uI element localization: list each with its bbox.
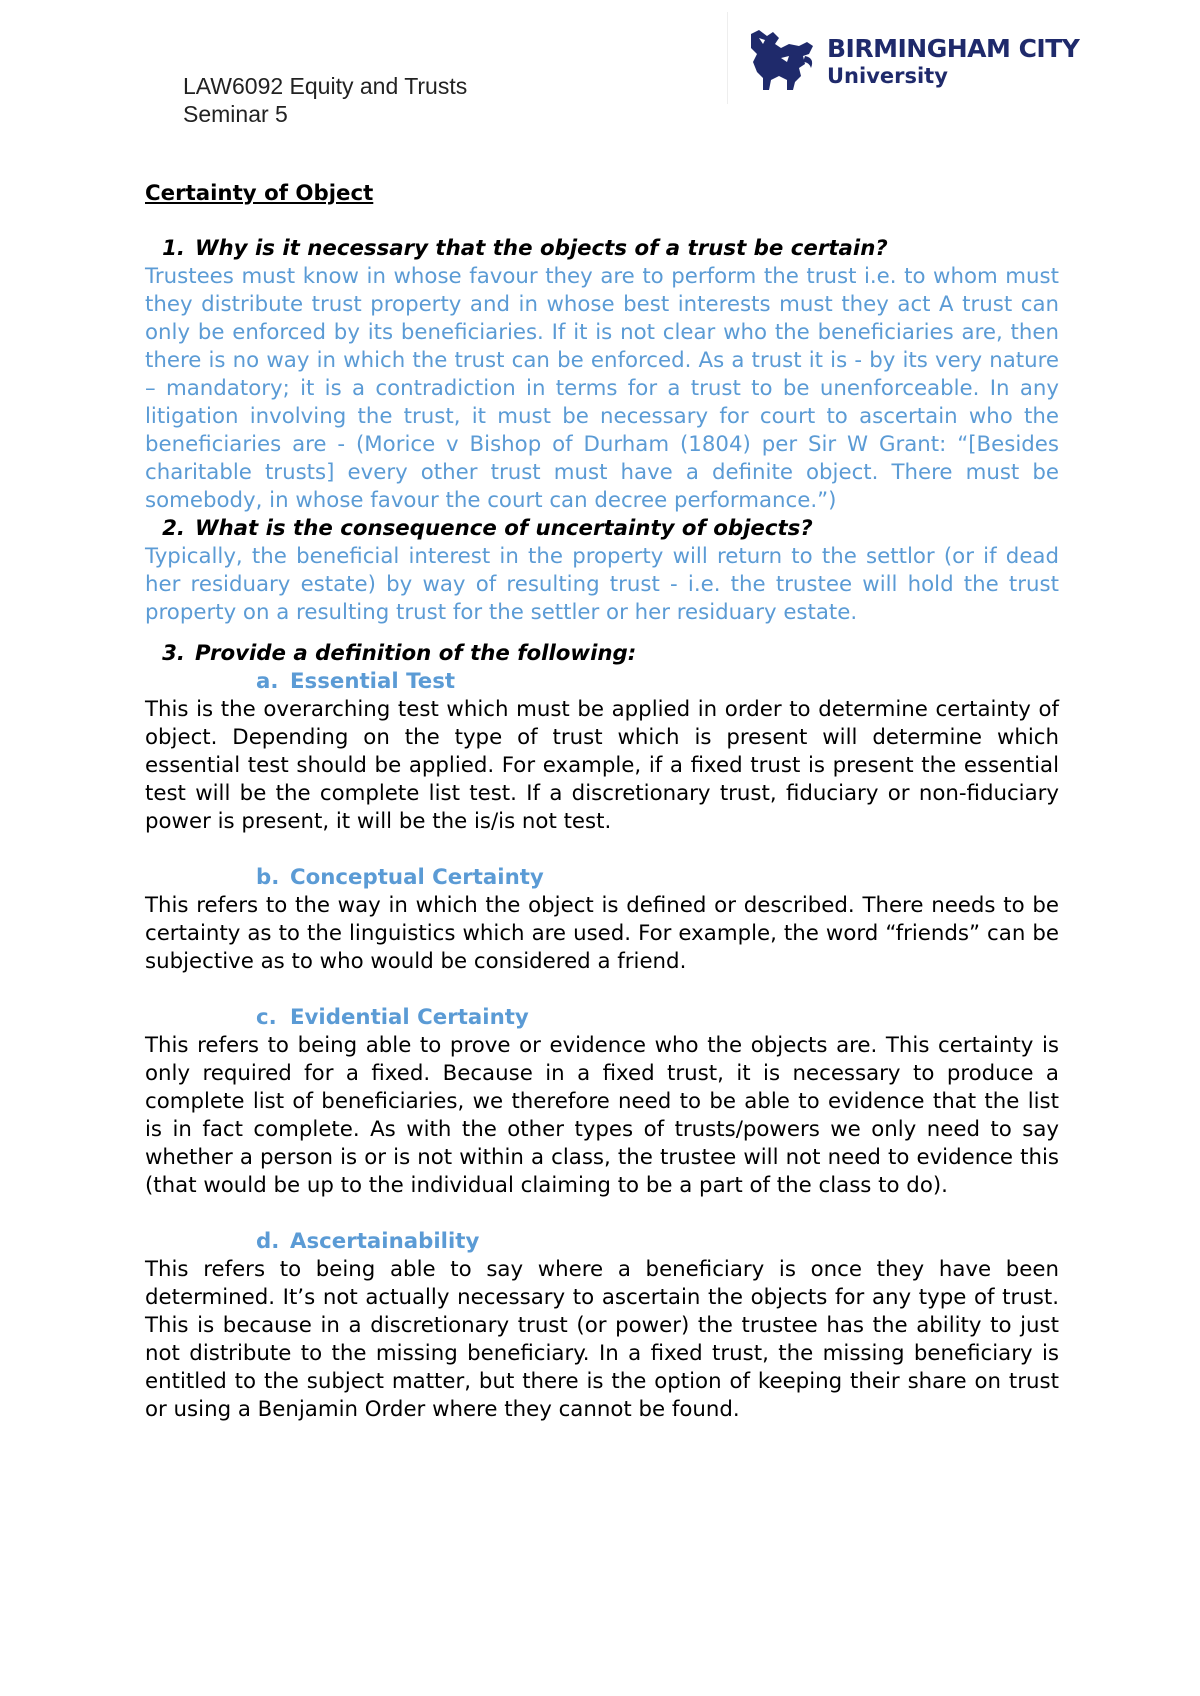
page-title: Certainty of Object xyxy=(145,181,374,206)
question-number: 2. xyxy=(162,516,185,541)
definition-title: Ascertainability xyxy=(290,1229,480,1254)
question-2 xyxy=(145,515,1059,543)
definition-title: Evidential Certainty xyxy=(290,1005,529,1030)
question-number: 1. xyxy=(162,236,185,261)
document-content xyxy=(145,180,1059,1424)
question-text: What is the consequence of uncertainty of objects? xyxy=(195,516,813,541)
answer-2: Typically, the beneficial interest in the property will return to the settlor (or if dead her residuary estate) by way of resulting trust - i.e. the trustee will hold the trust property on a resulting trust for the settler or her residuary estate. xyxy=(145,544,1059,625)
definition-text-a: This is the overarching test which must be applied in order to determine certainty of object. Depending on the type of trust which is present will determine which essential test should be applied. For example, if a fixed trust is present the essential test will be the complete list test. If a discretionary trust, fiduciary or non-fiduciary power is present, it will be the is/is not test. xyxy=(145,697,1059,834)
definition-letter: b. xyxy=(256,865,280,890)
definition-heading-a xyxy=(145,668,1059,696)
definition-title: Essential Test xyxy=(290,669,456,694)
question-text: Why is it necessary that the objects of a trust be certain? xyxy=(195,236,888,261)
definition-heading-b xyxy=(145,864,1059,892)
lion-crest-icon xyxy=(745,28,817,92)
logo-wordmark: BIRMINGHAM CITY xyxy=(827,34,1080,63)
spacer xyxy=(145,836,1059,864)
question-3 xyxy=(145,640,1059,668)
question-text: Provide a definition of the following: xyxy=(195,641,637,666)
question-number: 3. xyxy=(162,641,185,666)
answer-1: Trustees must know in whose favour they are to perform the trust i.e. to whom must they distribute trust property and in whose best interests must they act A trust can only be enforced by its beneficiaries. If it is not clear who the beneficiaries are, then there is no way in which the trust can be enforced. As a trust it is - by its very nature – mandatory; it is a contradiction in terms for a trust to be unenforceable. In any litigation involving the trust, it must be necessary for court to ascertain who the beneficiaries are - (Morice v Bishop of Durham (1804) per Sir W Grant: “[Besides charitable trusts] every other trust must have a definite object. There must be somebody, in whose favour the court can decree performance.”) xyxy=(145,264,1059,513)
definition-letter: c. xyxy=(256,1005,277,1030)
definition-text-d: This refers to being able to say where a beneficiary is once they have been determined. It’s not actually necessary to ascertain the objects for any type of trust. This is because in a discretionary trust (or power) the trustee has the ability to just not distribute to the missing beneficiary. In a fixed trust, the missing beneficiary is entitled to the subject matter, but there is the option of keeping their share on trust or using a Benjamin Order where they cannot be found. xyxy=(145,1257,1059,1422)
course-title: LAW6092 Equity and Trusts xyxy=(183,73,468,99)
definition-heading-d xyxy=(145,1228,1059,1256)
spacer xyxy=(145,976,1059,1004)
question-1 xyxy=(145,235,1059,263)
definition-letter: d. xyxy=(256,1229,280,1254)
definition-title: Conceptual Certainty xyxy=(290,865,544,890)
seminar-label: Seminar 5 xyxy=(183,101,288,127)
logo-subtitle: University xyxy=(827,64,948,88)
definition-heading-c xyxy=(145,1004,1059,1032)
definition-text-b: This refers to the way in which the object is defined or described. There needs to be certainty as to the linguistics which are used. For example, the word “friends” can be subjective as to who would be considered a friend. xyxy=(145,893,1059,974)
university-logo xyxy=(745,28,1080,98)
header-divider xyxy=(727,12,728,104)
definition-text-c: This refers to being able to prove or evidence who the objects are. This certainty is only required for a fixed. Because in a fixed trust, it is necessary to produce a complete list of beneficiaries, we therefore need to be able to evidence that the list is in fact complete. As with the other types of trusts/powers we only need to say whether a person is or is not within a class, the trustee will not need to evidence this (that would be up to the individual claiming to be a part of the class to do). xyxy=(145,1033,1059,1198)
spacer xyxy=(145,1200,1059,1228)
definition-letter: a. xyxy=(256,669,279,694)
